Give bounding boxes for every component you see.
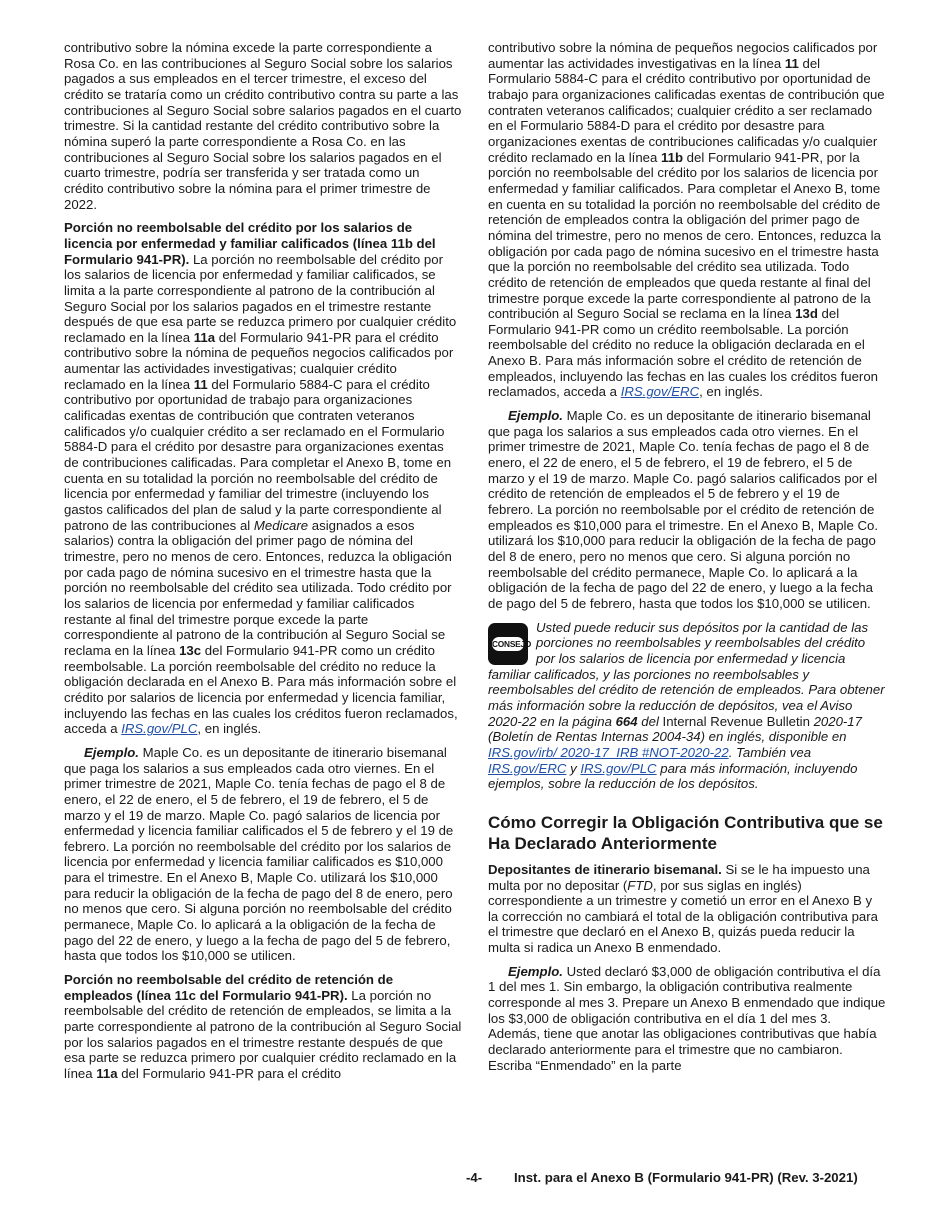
paragraph-heading: Porción no reembolsable del crédito por los salarios de licencia por enfermedad y familiar calificados (línea 11b del Formulario 941-PR). xyxy=(64,220,436,267)
footer-title: Inst. para el Anexo B (Formulario 941-PR) (Rev. 3-2021) xyxy=(514,1170,858,1185)
irs-erc-link[interactable]: IRS.gov/ERC xyxy=(488,760,567,776)
left-column xyxy=(64,40,462,1090)
example-label: Ejemplo. xyxy=(508,963,563,979)
paragraph: Porción no reembolsable del crédito por los salarios de licencia por enfermedad y familiar calificados (línea 11b del Formulario 941-PR). La porción no reembolsable del crédito por los salarios de licencia por enfermedad y familiar calificados, se limita a la parte correspondiente al patrono de la contribución al Seguro Social por los salarios pagados en el trimestre restante después de que esa parte se reduzca primero por cualquier crédito reclamado en la línea 11a del Formulario 941-PR para el crédito contributivo sobre la nómina de pequeños negocios calificados por aumentar las actividades investigativas; cualquier crédito reclamado en la línea 11 del Formulario 5884-C para el crédito contributivo por oportunidad de trabajo para organizaciones calificadas exentas de contribución que contraten veteranos calificados y/o cualquier crédito a ser reclamado en el Formulario 5884-D para el crédito por desastre para organizaciones exentas de contribuciones calificadas. Para completar el Anexo B, tome en cuenta en su totalidad la porción no reembolsable del crédito de licencia por enfermedad y familiar del trimestre (incluyendo los gastos calificados del plan de salud y la parte correspondiente al patrono de las contribuciones al Medicare asignados a esos salarios) contra la obligación del primer pago de nómina del trimestre, pero no menos de cero. Entonces, reduzca la obligación por cada pago de nómina sucesivo en el trimestre hasta que la porción no reembolsable del crédito sea utilizada. Todo crédito por los salarios de licencia por enfermedad y familiar calificados restante al final del trimestre porque excede la parte correspondiente al patrono de la contribución al Seguro Social se reclama en la línea 13c del Formulario 941-PR como un crédito reembolsable. La porción reembolsable del crédito no reduce la obligación declarada en el Anexo B. Para más información sobre el crédito por salarios de licencia por enfermedad y licencia familiar, incluyendo las fechas en las cuales los créditos fueron reclamados, acceda a IRS.gov/PLC, en inglés. xyxy=(64,220,458,737)
paragraph-heading: Porción no reembolsable del crédito de retención de empleados (línea 11c del Formulario 941-PR). xyxy=(64,972,394,1003)
tip-box: CONSEJO Usted puede reducir sus depósitos por la cantidad de las porciones no reembolsables y reembolsables del crédito por los salarios de licencia por enfermedad y licencia familiar calificados, y las porciones no reembolsables y reembolsables del crédito de retención de empleados. Para obtener más información sobre la reducción de depósitos, vea el Aviso 2020-22 en la página 664 del Internal Revenue Bulletin 2020-17 (Boletín de Rentas Internas 2004-34) en inglés, disponible en IRS.gov/irb/ 2020-17_IRB #NOT-2020-22. También vea IRS.gov/ERC y IRS.gov/PLC para más información, incluyendo ejemplos, sobre la reducción de los depósitos. xyxy=(488,619,885,792)
consejo-icon xyxy=(488,623,532,665)
example-label: Ejemplo. xyxy=(84,744,139,760)
irs-irb-link[interactable]: IRS.gov/irb/ 2020-17_IRB #NOT-2020-22 xyxy=(488,744,729,760)
paragraph: Porción no reembolsable del crédito de retención de empleados (línea 11c del Formulario 941-PR). La porción no reembolsable del crédito de retención de empleados, se limita a la parte correspondiente al patrono de la contribución al Seguro Social por los salarios pagados en el trimestre restante después de que esa parte se reduzca primero por cualquier crédito reclamado en la línea 11a del Formulario 941-PR para el crédito xyxy=(64,972,462,1081)
right-column xyxy=(488,40,886,1081)
irs-plc-link[interactable]: IRS.gov/PLC xyxy=(121,721,198,737)
paragraph: contributivo sobre la nómina de pequeños negocios calificados por aumentar las actividades investigativas en la línea 11 del Formulario 5884-C para el crédito contributivo por oportunidad de trabajo para organizaciones calificadas exentas de contribución que contraten veteranos calificados; cualquier crédito a ser reclamado en el Formulario 5884-D para el crédito por desastre para organizaciones exentas de contribuciones calificadas y/o cualquier crédito reclamado en la línea 11b del Formulario 941-PR, por la porción no reembolsable del crédito por los salarios de licencia por enfermedad y familiar calificados. Para completar el Anexo B, tome en cuenta en su totalidad la porción no reembolsable del crédito de retención de empleados contra la obligación del primer pago de nómina del trimestre, pero no menos de cero. Entonces, reduzca la obligación por cada pago de nómina sucesivo en el trimestre hasta que la porción no reembolsable del crédito sea utilizada. Todo crédito de retención de empleados que queda restante al final del trimestre porque excede la parte correspondiente al patrono de la contribución al Seguro Social se reclama en la línea 13d del Formulario 941-PR como un crédito reembolsable. La porción reembolsable del crédito no reduce la obligación declarada en el Anexo B. Para más información sobre el crédito de retención de empleados, incluyendo las fechas en las cuales los créditos fueron reclamados, acceda a IRS.gov/ERC, en inglés. xyxy=(488,40,885,400)
section-heading: Cómo Corregir la Obligación Contributiva que se Ha Declarado Anteriormente xyxy=(488,812,883,853)
paragraph: Depositantes de itinerario bisemanal. Si se le ha impuesto una multa por no depositar (FTD, por sus siglas en inglés) correspondiente a un trimestre y cometió un error en el Anexo B y la corrección no cambiará el total de la obligación contributiva para el trimestre que declaró en el Anexo B, quizás pueda reducir la multa si radica un Anexo B enmendado. xyxy=(488,861,878,956)
example-label: Ejemplo. xyxy=(508,408,563,424)
irs-plc-link[interactable]: IRS.gov/PLC xyxy=(580,760,657,776)
example-paragraph: Ejemplo. Maple Co. es un depositante de itinerario bisemanal que paga los salarios a sus empleados cada otro viernes. En el primer trimestre de 2021, Maple Co. tenía fechas de pago el 8 de enero, el 22 de enero, el 5 de febrero, el 19 de febrero, el 5 de marzo y el 19 de marzo. Maple Co. pagó salarios de licencia por enfermedad y licencia familiar calificados el 5 de febrero y el 19 de febrero. La porción no reembolsable del crédito por los salarios de licencia por enfermedad y licencia familiar calificados es $10,000 para el trimestre. En el Anexo B, Maple Co. utilizará los $10,000 para reducir la obligación de la fecha de pago del 8 de enero, pero no menos que cero. Si alguna porción no reembolsable del crédito permanece, Maple Co. lo aplicará a la obligación de la fecha de pago del 22 de enero, y luego a la fecha de pago del 5 de febrero, hasta que todos los $10,000 se utilicen. xyxy=(64,744,454,964)
example-paragraph: Ejemplo. Usted declaró $3,000 de obligación contributiva el día 1 del mes 1. Sin embargo, la obligación contributiva realmente corresponde al mes 3. Prepare un Anexo B enmendado que indique los $3,000 de obligación contributiva en el día 1 del mes 3. Además, tiene que anotar las obligaciones contributivas que había declarado anteriormente para el trimestre que no cambiaron. Escriba “Enmendado” en la parte xyxy=(488,963,886,1073)
irs-erc-link[interactable]: IRS.gov/ERC xyxy=(620,384,700,400)
page-number: -4- xyxy=(466,1170,483,1185)
consejo-badge-label: CONSEJO xyxy=(492,638,532,649)
paragraph-heading: Depositantes de itinerario bisemanal. xyxy=(488,861,722,877)
example-paragraph: Ejemplo. Maple Co. es un depositante de itinerario bisemanal que paga los salarios a sus empleados cada otro viernes. En el primer trimestre de 2021, Maple Co. tenía fechas de pago el 8 de enero, el 22 de enero, el 5 de febrero, el 19 de febrero, el 5 de marzo y el 19 de marzo. Maple Co. pagó salarios calificados por el crédito de retención de empleados el 5 de febrero y el 19 de febrero. La porción no reembolsable por el crédito de retención de empleados es $10,000 para el trimestre. En el Anexo B, Maple Co. utilizará los $10,000 para reducir la obligación de la fecha de pago del 8 de enero, pero no menos que cero. Si alguna porción no reembolsable del crédito permanece, Maple Co. lo aplicará a la obligación de la fecha de pago del 22 de enero, y luego a la fecha de pago del 5 de febrero, hasta que todos los $10,000 se utilicen. xyxy=(488,408,878,611)
paragraph: contributivo sobre la nómina excede la parte correspondiente a Rosa Co. en las contribuciones al Seguro Social sobre los salarios pagados a sus empleados en el tercer trimestre, el exceso del crédito se trataría como un crédito contributivo contra su parte a las contribuciones al Seguro Social sobre salarios pagados en el cuarto trimestre. Si la cantidad restante del crédito contributivo sobre la nómina superó la parte correspondiente a Rosa Co. en las contribuciones al Seguro Social sobre los salarios pagados en el cuarto trimestre, podría ser transferida y ser tratada como un crédito contributivo sobre la nómina para el primer trimestre de 2022. xyxy=(64,40,462,212)
